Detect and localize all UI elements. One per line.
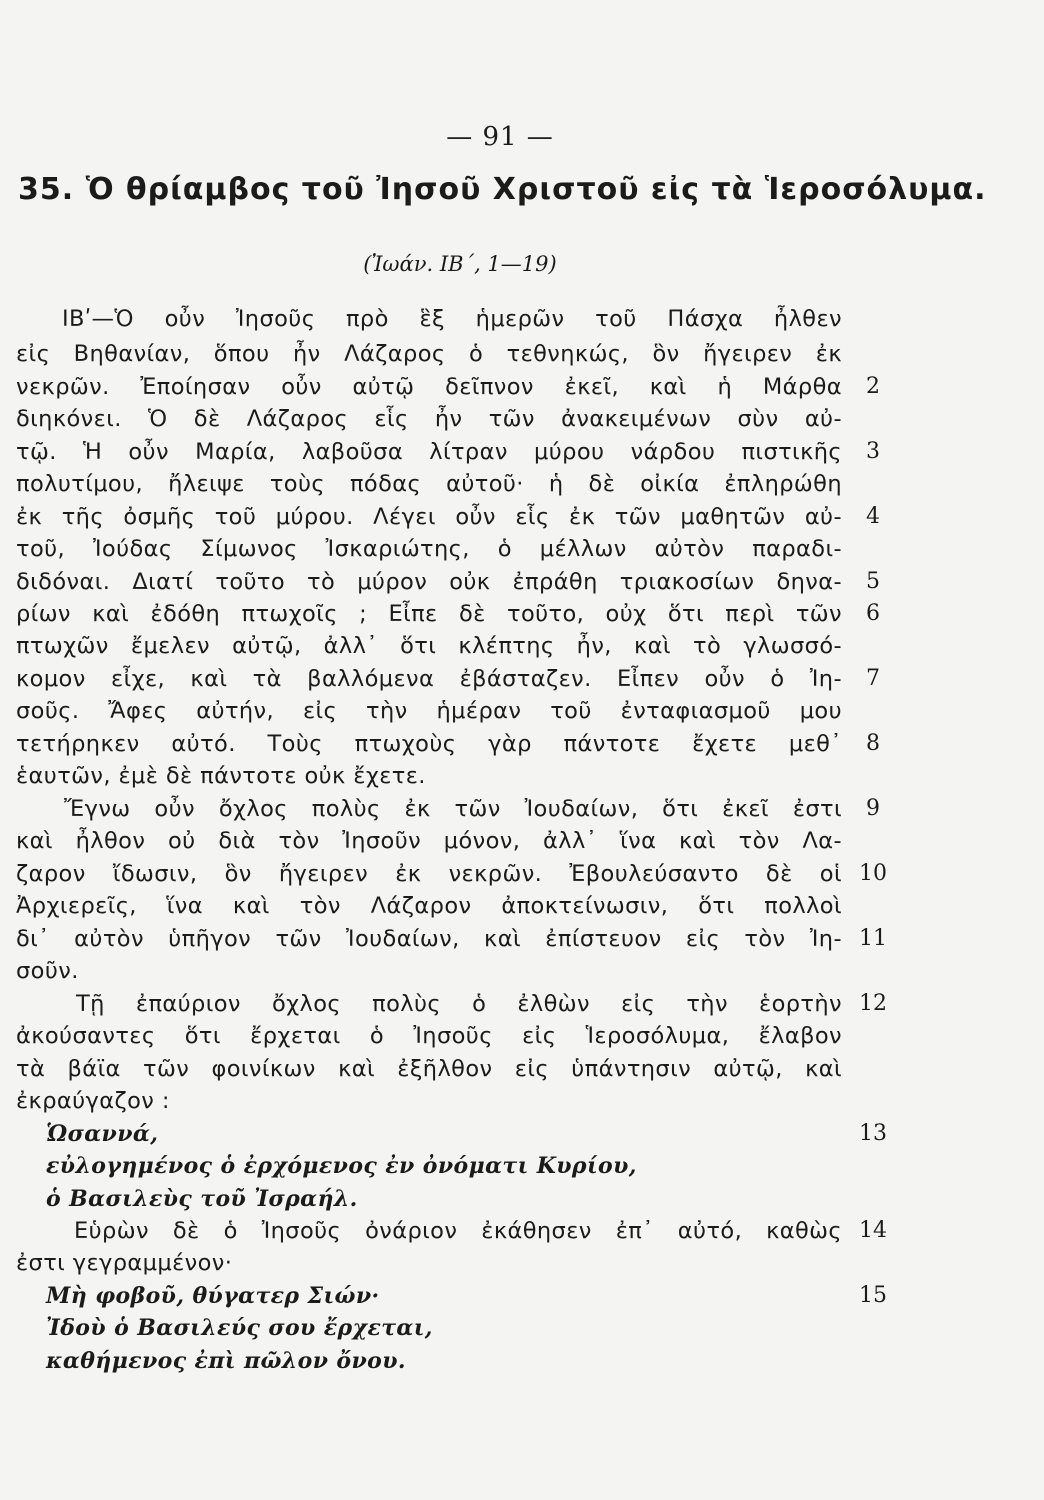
text-line: καθήμενος ἐπὶ πῶλον ὄνου. bbox=[46, 1348, 406, 1374]
text-line: κομον εἶχε, καὶ τὰ βαλλόμενα ἐβάσταζεν. Εἶπεν οὖν ὁ Ἰη- bbox=[16, 666, 842, 692]
text-line: τὰ βάϊα τῶν φοινίκων καὶ ἐξῆλθον εἰς ὑπάντησιν αὐτῷ, καὶ bbox=[16, 1056, 842, 1082]
verse-number: 15 bbox=[859, 1283, 887, 1308]
text-line: τετήρηκεν αὐτό. Τοὺς πτωχοὺς γὰρ πάντοτε ἔχετε μεθ᾽ bbox=[16, 731, 842, 757]
verse-number: 4 bbox=[866, 504, 880, 529]
chapter-title: 35. Ὁ θρίαμβος τοῦ Ἰησοῦ Χριστοῦ εἰς τὰ Ἱεροσόλυμα. bbox=[18, 172, 987, 207]
verse-number: 8 bbox=[866, 731, 880, 756]
verse-number: 14 bbox=[859, 1218, 887, 1243]
verse-number: 6 bbox=[866, 601, 880, 626]
verse-number: 11 bbox=[859, 926, 887, 951]
text-line: διδόναι. Διατί τοῦτο τὸ μύρον οὐκ ἐπράθη τριακοσίων δηνα- bbox=[16, 569, 842, 595]
text-line: δι᾽ αὐτὸν ὑπῆγον τῶν Ἰουδαίων, καὶ ἐπίστευον εἰς τὸν Ἰη- bbox=[16, 926, 842, 952]
text-line: νεκρῶν. Ἐποίησαν οὖν αὐτῷ δεῖπνον ἐκεῖ, καὶ ἡ Μάρθα bbox=[16, 374, 842, 400]
verse-number: 3 bbox=[866, 439, 880, 464]
page-number: — 91 — bbox=[446, 122, 554, 152]
text-line: τοῦ, Ἰούδας Σίμωνος Ἰσκαριώτης, ὁ μέλλων αὐτὸν παραδι- bbox=[16, 536, 842, 562]
text-line: διηκόνει. Ὁ δὲ Λάζαρος εἷς ἦν τῶν ἀνακειμένων σὺν αὐ- bbox=[16, 406, 842, 432]
verse-number: 13 bbox=[859, 1121, 887, 1146]
text-line: Ἔγνω οὖν ὄχλος πολὺς ἐκ τῶν Ἰουδαίων, ὅτι ἐκεῖ ἐστι bbox=[64, 796, 842, 822]
text-line: Μὴ φοβοῦ, θύγατερ Σιών· bbox=[46, 1283, 380, 1309]
text-line: ΙΒʹ—Ὁ οὖν Ἰησοῦς πρὸ ἓξ ἡμερῶν τοῦ Πάσχα ἦλθεν bbox=[62, 306, 842, 332]
text-line: ὁ Βασιλεὺς τοῦ Ἰσραήλ. bbox=[46, 1186, 358, 1212]
verse-number: 12 bbox=[859, 991, 887, 1016]
text-line: εἰς Βηθανίαν, ὅπου ἦν Λάζαρος ὁ τεθνηκώς, ὃν ἤγειρεν ἐκ bbox=[16, 341, 842, 367]
text-line: ἐστι γεγραμμένον· bbox=[16, 1250, 233, 1276]
text-line: Ἀρχιερεῖς, ἵνα καὶ τὸν Λάζαρον ἀποκτείνωσιν, ὅτι πολλοὶ bbox=[16, 893, 842, 919]
text-line: Ὡσαννά, bbox=[46, 1121, 159, 1147]
text-line: εὐλογημένος ὁ ἐρχόμενος ἐν ὀνόματι Κυρίου, bbox=[46, 1153, 637, 1179]
verse-number: 2 bbox=[866, 374, 880, 399]
text-line: Τῇ ἐπαύριον ὄχλος πολὺς ὁ ἐλθὼν εἰς τὴν ἑορτὴν bbox=[76, 991, 842, 1017]
text-line: ρίων καὶ ἐδόθη πτωχοῖς ; Εἶπε δὲ τοῦτο, οὐχ ὅτι περὶ τῶν bbox=[16, 601, 842, 627]
verse-number: 10 bbox=[859, 861, 887, 886]
text-line: σοῦς. Ἄφες αὐτήν, εἰς τὴν ἡμέραν τοῦ ἐνταφιασμοῦ μου bbox=[16, 698, 842, 724]
verse-number: 9 bbox=[866, 796, 880, 821]
text-line: σοῦν. bbox=[16, 958, 79, 984]
text-line: ἐκραύγαζον : bbox=[16, 1088, 170, 1114]
text-line: τῷ. Ἡ οὖν Μαρία, λαβοῦσα λίτραν μύρου νάρδου πιστικῆς bbox=[16, 439, 842, 465]
text-line: Ἰδοὺ ὁ Βασιλεύς σου ἔρχεται, bbox=[46, 1315, 433, 1341]
text-line: πολυτίμου, ἤλειψε τοὺς πόδας αὐτοῦ· ἡ δὲ οἰκία ἐπληρώθη bbox=[16, 471, 842, 497]
text-line: πτωχῶν ἔμελεν αὐτῷ, ἀλλ᾽ ὅτι κλέπτης ἦν, καὶ τὸ γλωσσό- bbox=[16, 633, 842, 659]
text-line: ἑαυτῶν, ἐμὲ δὲ πάντοτε οὐκ ἔχετε. bbox=[16, 763, 426, 789]
text-line: καὶ ἦλθον οὐ διὰ τὸν Ἰησοῦν μόνον, ἀλλ᾽ ἵνα καὶ τὸν Λα- bbox=[16, 828, 842, 854]
text-line: ζαρον ἴδωσιν, ὃν ἤγειρεν ἐκ νεκρῶν. Ἐβουλεύσαντο δὲ οἱ bbox=[16, 861, 842, 887]
scripture-reference: (Ἰωάν. ΙΒ΄, 1—19) bbox=[363, 252, 557, 276]
verse-number: 5 bbox=[866, 569, 880, 594]
text-line: ἀκούσαντες ὅτι ἔρχεται ὁ Ἰησοῦς εἰς Ἱεροσόλυμα, ἔλαβον bbox=[16, 1023, 842, 1049]
text-line: ἐκ τῆς ὀσμῆς τοῦ μύρου. Λέγει οὖν εἷς ἐκ τῶν μαθητῶν αὐ- bbox=[16, 504, 842, 530]
text-line: Εὑρὼν δὲ ὁ Ἰησοῦς ὀνάριον ἐκάθησεν ἐπ᾽ αὐτό, καθὼς bbox=[74, 1218, 842, 1244]
verse-number: 7 bbox=[866, 666, 880, 691]
